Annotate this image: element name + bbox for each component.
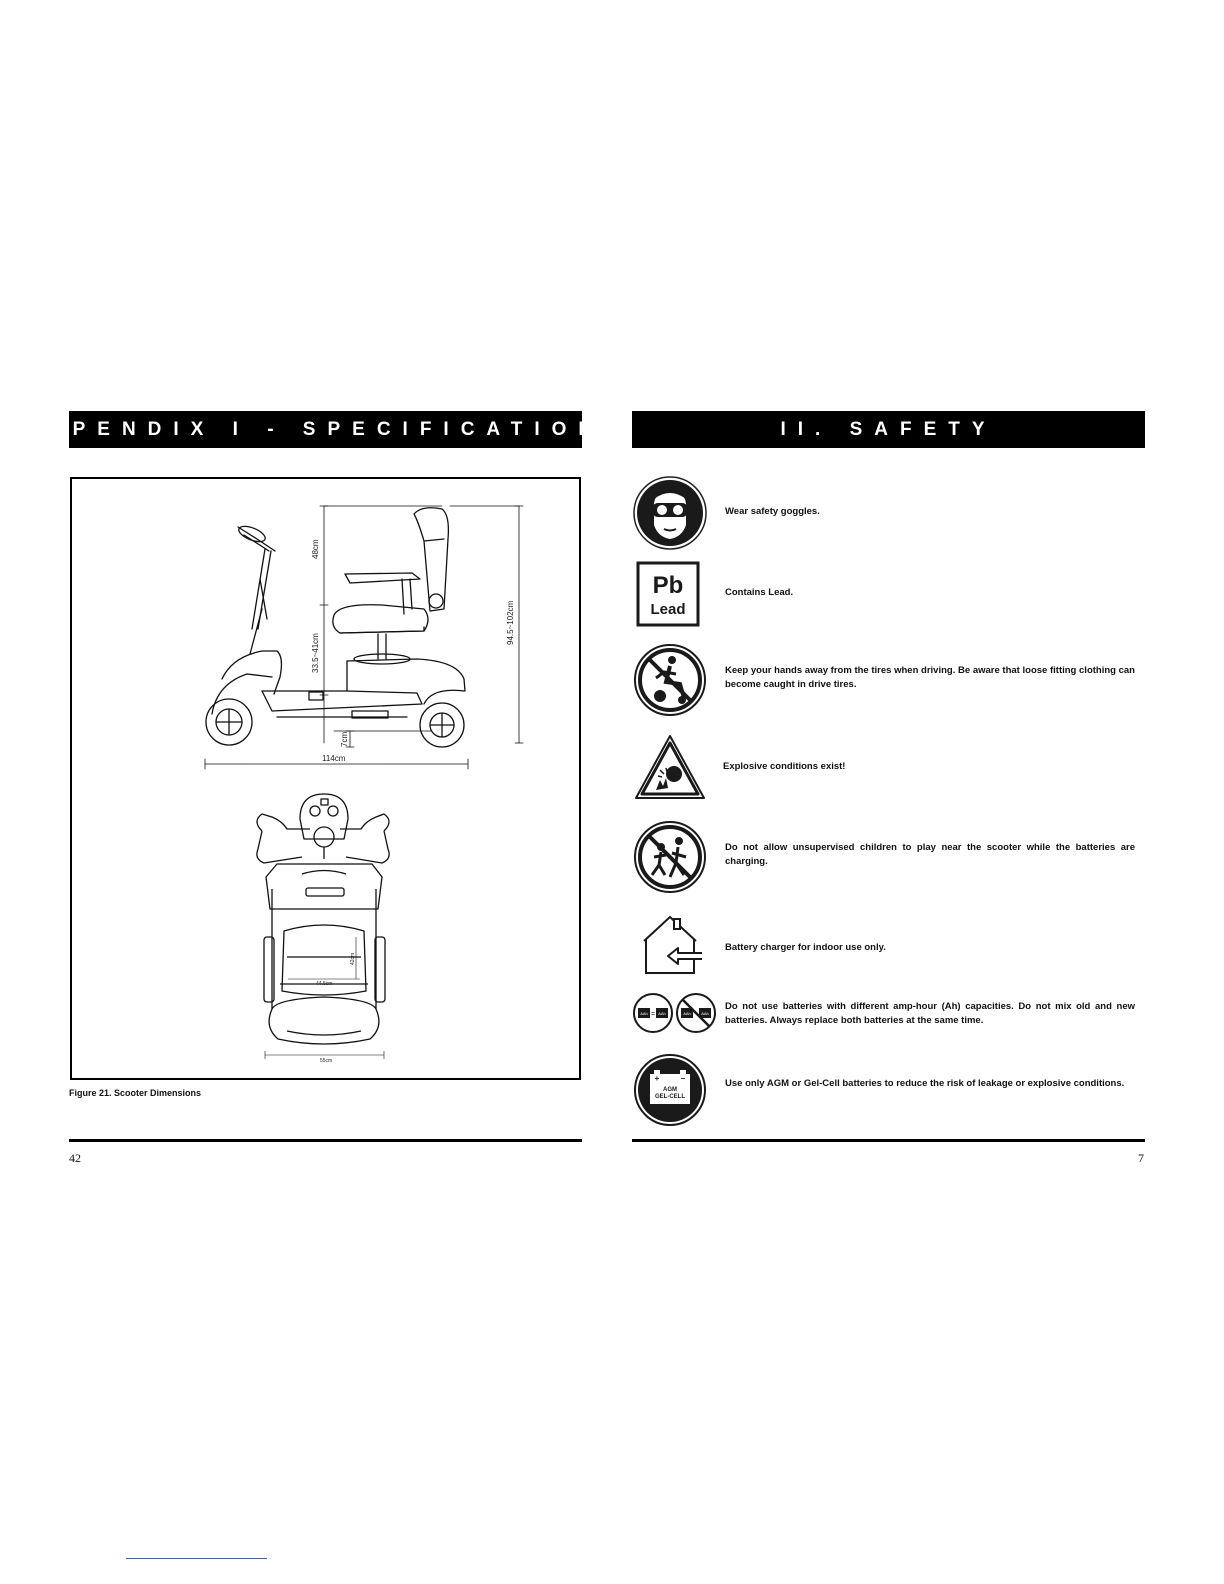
no-children-icon xyxy=(632,819,708,895)
warning-text: Battery charger for indoor use only. xyxy=(725,942,886,953)
page-number-left: 42 xyxy=(69,1151,81,1165)
dim-seat-width: 44.5cm xyxy=(316,981,333,987)
warning-text: Do not allow unsupervised children to play near the scooter while the batteries are charging. xyxy=(725,842,1135,867)
warning-no-children xyxy=(632,819,1145,895)
dim-length: 114cm xyxy=(322,754,346,763)
svg-text:−: − xyxy=(680,1074,686,1083)
warning-safety-goggles xyxy=(632,475,1145,551)
explosive-warning-icon xyxy=(632,730,708,806)
indoor-use-icon xyxy=(632,911,708,987)
safety-goggles-icon xyxy=(632,475,708,551)
page-number-right: 7 xyxy=(1138,1151,1144,1165)
dim-overall-height: 94.5~102cm xyxy=(506,600,515,645)
lead-symbol: Pb xyxy=(652,572,684,599)
gel-cell-label: GEL-CELL xyxy=(655,1094,685,1100)
dim-overall-width: 55cm xyxy=(320,1058,333,1064)
scooter-dimensions-figure xyxy=(70,477,581,1080)
battery-label: AAh xyxy=(640,1011,648,1016)
warning-hands-away-tires xyxy=(632,642,1145,718)
footer-rule-left xyxy=(69,1139,582,1142)
battery-label: AAh xyxy=(658,1011,666,1016)
dim-ground-clearance: 7cm xyxy=(340,731,349,747)
warning-text: Do not use batteries with different amp-hour (Ah) capacities. Do not mix old and new batteries. Always replace both batteries at the same time. xyxy=(725,1001,1135,1026)
figure-caption: Figure 21. Scooter Dimensions xyxy=(69,1088,202,1098)
warning-text: Wear safety goggles. xyxy=(725,506,820,517)
svg-text:+: + xyxy=(654,1074,660,1083)
footnote-divider xyxy=(126,1558,267,1559)
dim-seat-height: 33.5~41cm xyxy=(311,633,320,673)
agm-label: AGM xyxy=(663,1087,677,1093)
warning-text: Keep your hands away from the tires when driving. Be aware that loose fitting clothing can become caught in drive tires. xyxy=(725,665,1135,690)
footer-rule-right xyxy=(632,1139,1145,1142)
scooter-drawing xyxy=(72,479,579,1078)
appendix-header: APPENDIX I - SPECIFICATIONS xyxy=(69,411,582,448)
hands-away-tires-icon xyxy=(632,642,708,718)
warning-text: Use only AGM or Gel-Cell batteries to reduce the risk of leakage or explosive conditions. xyxy=(725,1078,1125,1089)
battery-match-icon xyxy=(632,992,718,1034)
svg-text:=: = xyxy=(650,1011,656,1018)
warning-text: Contains Lead. xyxy=(725,587,794,598)
lead-icon xyxy=(632,557,708,633)
warning-indoor-use xyxy=(632,911,1145,987)
battery-label: AAh xyxy=(683,1011,691,1016)
battery-label: AAh xyxy=(701,1011,709,1016)
dim-seat-depth: 42cm xyxy=(350,952,356,965)
warning-text: Explosive conditions exist! xyxy=(723,761,846,772)
warning-contains-lead xyxy=(632,557,1145,633)
warning-agm-gel-battery xyxy=(632,1052,1145,1128)
warning-explosive-conditions xyxy=(632,730,1145,806)
safety-header: II. SAFETY xyxy=(632,411,1145,448)
agm-gel-battery-icon xyxy=(632,1052,708,1128)
dim-back-height: 48cm xyxy=(311,539,320,559)
lead-word: Lead xyxy=(650,601,686,618)
